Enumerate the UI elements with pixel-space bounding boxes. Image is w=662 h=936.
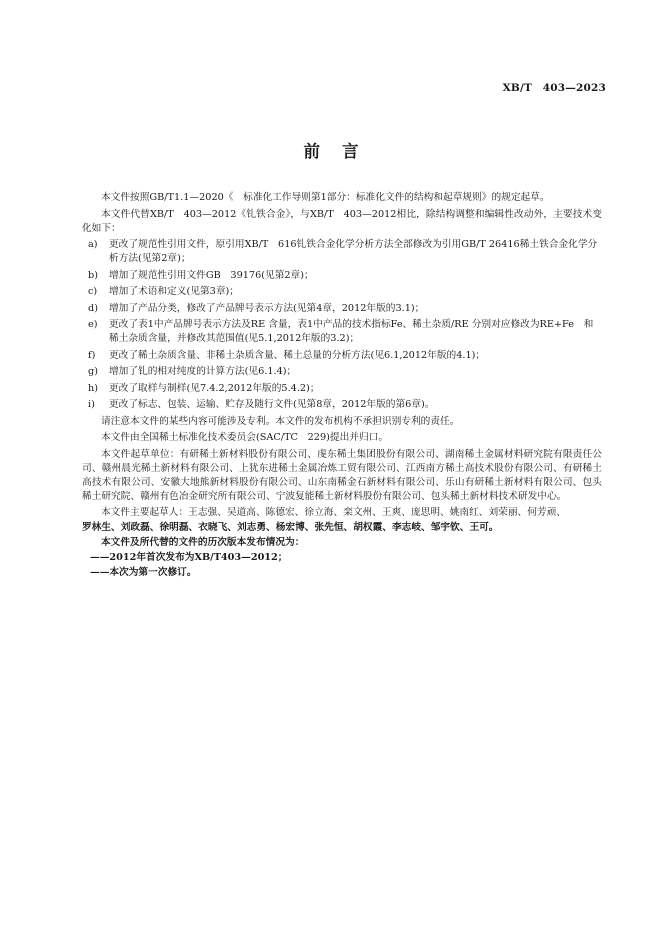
- page-title: 前言: [303, 142, 381, 161]
- history-item-2012: ——2012年首次发布为XB/T403—2012；: [90, 552, 288, 563]
- list-item: [82, 238, 602, 266]
- standard-code: XB/T 403—2023: [502, 82, 606, 94]
- list-item-label: a): [88, 239, 98, 250]
- paragraph-patent: 请注意本文件的某些内容可能涉及专利。本文件的发布机构不承担识别专利的责任。: [101, 415, 460, 427]
- list-item: [82, 382, 602, 396]
- list-item-text: 更改了标志、包装、运输、贮存及随行文件(见第8章，2012年版的第6章)。: [109, 399, 435, 410]
- list-item: [82, 302, 602, 316]
- list-item-label: c): [88, 286, 98, 297]
- list-item: [82, 269, 602, 283]
- list-item: [82, 318, 602, 346]
- list-item: [82, 285, 602, 299]
- paragraph-drafters-continued: 罗林生、刘政磊、徐明磊、衣晓飞、刘志勇、杨宏博、张先恒、胡权霞、李志岐、邹宇钦、王可。: [82, 522, 499, 533]
- list-item-label: i): [88, 399, 95, 410]
- list-item: [82, 349, 602, 363]
- paragraph-committee: 本文件由全国稀土标准化技术委员会(SAC/TC 229)提出并归口。: [101, 432, 389, 443]
- list-item-text: 增加了规范性引用文件GB 39176(见第2章)；: [109, 269, 314, 281]
- list-item-text: 更改了取样与制样(见7.4.2,2012年版的5.4.2)；: [109, 382, 320, 394]
- list-item-text: 更改了表1中产品牌号表示方法及RE 含量，表1中产品的技术指标Fe、稀土杂质/RE 分别对应修改为RE+Fe 和稀土杂质含量，并修改其范围值(见5.1,2012年版的3.2)；: [109, 319, 594, 344]
- history-item-current: ——本次为第一次修订。: [90, 567, 197, 578]
- document-body: [82, 191, 602, 581]
- list-item-text: 增加了产品分类，修改了产品牌号表示方法(见第4章，2012年版的3.1)；: [109, 302, 425, 314]
- list-item: [82, 398, 602, 412]
- list-item-text: 更改了稀土杂质含量、非稀土杂质含量、稀土总量的分析方法(见6.1,2012年版的4.1)；: [109, 349, 486, 361]
- paragraph-version-history: 本文件及所代替的文件的历次版本发布情况为：: [101, 537, 305, 548]
- list-item-label: b): [88, 269, 98, 281]
- list-item-label: h): [88, 382, 99, 394]
- list-item-label: g): [88, 366, 98, 377]
- list-item-text: 增加了钆的相对纯度的计算方法(见6.1.4)；: [109, 366, 297, 377]
- list-item: [82, 365, 602, 379]
- paragraph-drafting-rules: 本文件按照GB/T1.1—2020《 标准化工作导则第1部分：标准化文件的结构和起草规则》的规定起草。: [101, 192, 550, 203]
- list-item-label: f): [88, 349, 96, 361]
- change-list: [82, 238, 602, 412]
- list-item-label: e): [88, 319, 98, 330]
- list-item-text: 增加了术语和定义(见第3章)；: [109, 286, 239, 297]
- paragraph-drafting-units: 本文件起草单位：有研稀土新材料股份有限公司、虔东稀土集团股份有限公司、湖南稀土金属材料研究院有限责任公司、赣州晨光稀土新材料有限公司、上犹东进稀土金属冶炼工贸有限公司、江西南方稀土高技术股份有限公司、有研稀土高技术有限公司、安徽大地熊新材料股份有限公司、山东南稀金石新材料有限公司、乐山有研稀土新材料有限公司、包头稀土研究院、赣州有色冶金研究所有限公司、宁波复能稀土新材料股份有限公司、包头稀土新材料技术研发中心。: [82, 448, 602, 502]
- list-item-text: 更改了规范性引用文件，原引用XB/T 616钆铁合金化学分析方法全部修改为引用GB/T 26416稀土铁合金化学分析方法(见第2章)；: [109, 239, 598, 264]
- list-item-label: d): [88, 302, 98, 314]
- paragraph-drafters: 本文件主要起草人：王志强、吴道高、陈德宏、徐立海、栾文州、王爽、庞思明、姚南红、刘荣丽、何芳顽、: [101, 507, 566, 518]
- paragraph-replacement: 本文件代替XB/T 403—2012《钆铁合金》，与XB/T 403—2012相比，除结构调整和编辑性改动外，主要技术变化如下：: [82, 208, 602, 234]
